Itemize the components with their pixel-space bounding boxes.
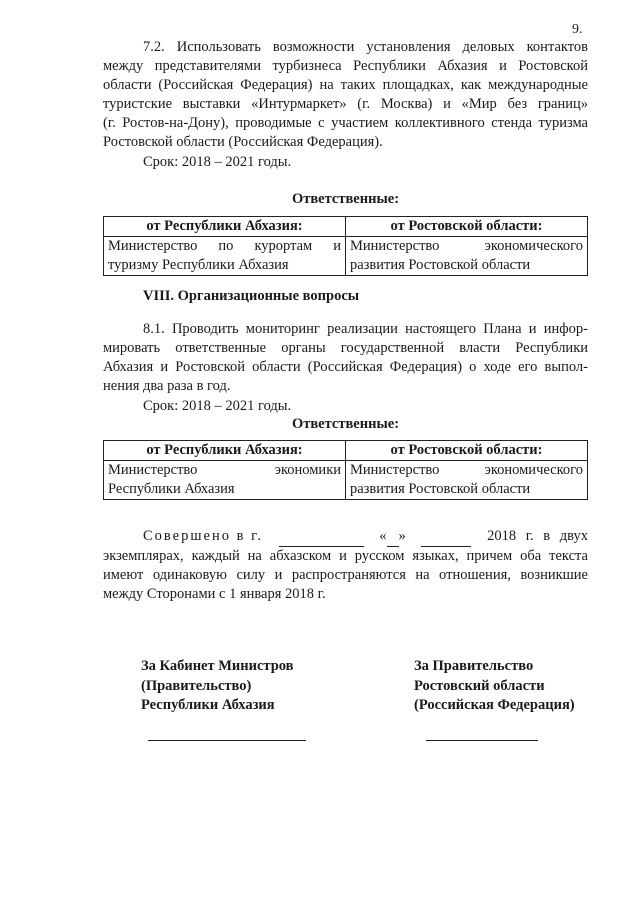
signature-left-line: Республики Абхазия [141, 697, 275, 713]
responsible-table [103, 440, 588, 500]
closing-first-line [143, 527, 588, 547]
city-blank [279, 527, 364, 547]
item-7-2-line: туристские выставки «Интурмаркет» (г. Москва) и «Мир без границ» [103, 96, 588, 112]
closing-line: между Сторонами с 1 января 2018 г. [103, 586, 326, 602]
closing-line: имеют одинаковую силу и распространяются на отношения, возникшие [103, 567, 588, 583]
page-number: 9. [572, 22, 583, 37]
signature-left-line: За Кабинет Министров [141, 658, 294, 674]
signature-right-line: Ростовский области [414, 677, 545, 694]
responsible-table [103, 216, 588, 276]
table-header-abkhazia: от Республики Абхазия: [104, 441, 346, 461]
closing-line: экземплярах, каждый на абхазском и русском языках, причем оба текста [103, 548, 588, 564]
item-7-2-deadline: Срок: 2018 – 2021 годы. [143, 154, 292, 170]
item-8-1-line: мировать ответственные органы государственной власти Республики [103, 340, 588, 356]
table-header-rostov: от Ростовской области: [346, 441, 588, 461]
signature-line-right [426, 740, 538, 741]
section-title: VIII. Организационные вопросы [143, 288, 360, 304]
item-8-1-line: 8.1. Проводить мониторинг реализации настоящего Плана и инфор- [143, 321, 588, 337]
table-cell-abkhazia: Министерство экономики Республики Абхазия [104, 461, 346, 500]
item-7-2-line: Ростовской области (Российская Федерация). [103, 134, 383, 150]
date-field: « » [379, 527, 406, 547]
signature-right-line: (Российская Федерация) [414, 697, 575, 713]
item-7-2-line: (г. Ростов-на-Дону), проводимые с участием коллективного стенда туризма [103, 115, 588, 131]
responsible-heading: Ответственные: [291, 191, 400, 207]
signature-right-line: За Правительство [414, 658, 534, 674]
table-cell-abkhazia: Министерство по курортам и туризму Республики Абхазия [104, 237, 346, 276]
table-cell-rostov: Министерство экономического развития Ростовской области [346, 237, 588, 276]
signature-left-line: (Правительство) [141, 677, 252, 694]
signature-left [141, 657, 294, 716]
item-7-2-line: 7.2. Использовать возможности установления деловых контактов [143, 39, 588, 55]
table-cell-rostov: Министерство экономического развития Ростовской области [346, 461, 588, 500]
responsible-heading: Ответственные: [291, 416, 400, 432]
signature-line-left [148, 740, 306, 741]
item-7-2-line: между представителями турбизнеса Республики Абхазия и Ростовской [103, 58, 588, 74]
item-8-1-line: нения два раза в год. [103, 378, 231, 394]
closing-year: 2018 г. в двух [487, 528, 588, 544]
table-header-abkhazia: от Республики Абхазия: [104, 217, 346, 237]
item-8-1-deadline: Срок: 2018 – 2021 годы. [143, 398, 292, 414]
signature-right [414, 657, 575, 716]
month-blank [421, 527, 471, 547]
item-7-2-line: области (Российская Федерация) на таких площадках, как международные [103, 77, 588, 93]
item-8-1-line: Абхазия и Ростовской области (Российская Федерация) о ходе его выпол- [103, 359, 588, 375]
table-header-rostov: от Ростовской области: [346, 217, 588, 237]
closing-done-in: Совершено в г. [143, 528, 264, 544]
